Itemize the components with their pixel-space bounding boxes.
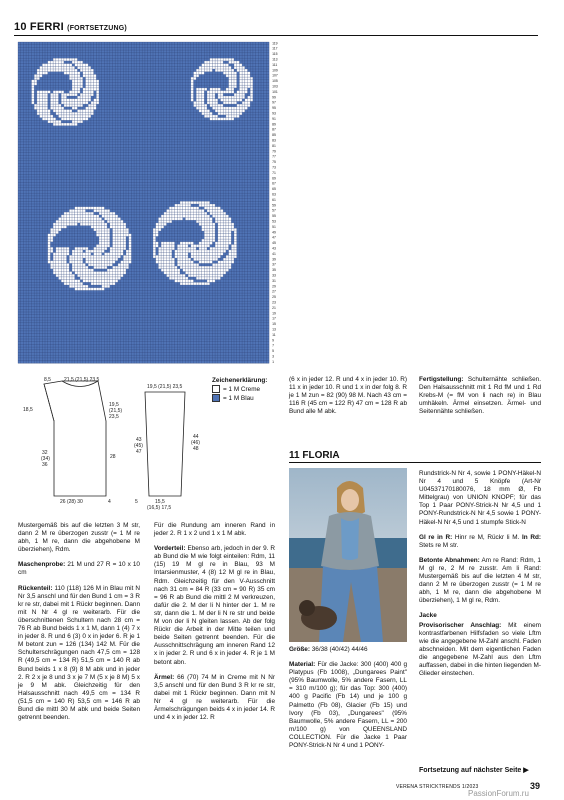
- row-label: 65: [272, 187, 276, 192]
- legend-item-blue: = 1 M Blau: [212, 394, 267, 403]
- row-label: 79: [272, 149, 276, 154]
- row-label: 115: [272, 52, 278, 57]
- row-label: 45: [272, 241, 276, 246]
- row-label: 23: [272, 300, 276, 305]
- floria-rule: [289, 462, 541, 463]
- paragraph: Für die Rundung am inneren Rand in jeder 2. R 1 x 2 und 1 x 1 M abk.: [154, 522, 275, 538]
- legend: [212, 376, 267, 403]
- creme-swatch-icon: [212, 385, 220, 393]
- dim-label: 32: [42, 450, 48, 456]
- row-label: 11: [272, 332, 276, 337]
- row-label: 71: [272, 170, 276, 175]
- row-label: 59: [272, 203, 276, 208]
- dim-label: (45): [134, 443, 143, 449]
- row-label: 107: [272, 73, 278, 78]
- row-label: 105: [272, 79, 278, 84]
- row-label: 77: [272, 154, 276, 159]
- row-label: 61: [272, 197, 276, 202]
- paragraph: Provisorischer Anschlag: Mit einem kontrastfarbenen Hilfsfaden so viele Lftm wie die angegebene M-Zahl anschl. Faden abschneiden. Mit dem eigentlichen Faden die angegebene M-Zahl aus den Lftm auffassen, dabei in die hinten liegenden M-Glieder einstechen.: [419, 621, 541, 678]
- paragraph: Rückenteil: 110 (118) 126 M in Blau mit N Nr 3,5 anschl und für den Bund 1 cm = 3 R kr re str, dabei mit 1 Rückr beginnen. Dann mit N Nr 4 gl re weiterarb. Für die überschnittenen Schultern nach 28 cm = 76 R ab Bund beids 1 x 1 M, dann 1 (4) 7 x in jeder 8. R und 6 (3) 0 x in jeder 6. R je 1 M betont zun = 126 (134) 142 M. Für die Schulterschrägungen nach 47,5 cm = 128 R (49,5 cm = 134 R) 51,5 cm = 140 R ab Bund beids 1 x 8 (9) 8 M abk und in jeder 2. R 2 x je 8 und 3 x je 7 M (5 x je 8 M) 5 x je 9 M abk. Gleichzeitig für den Halsausschnitt nach 49,5 cm = 134 R (51,5 cm = 140 R) 53,5 cm = 146 R ab Bund die mittl 30 M abk und beide Seiten getrennt beenden.: [18, 584, 140, 722]
- schematic-back: [20, 376, 123, 506]
- row-label: 15: [272, 322, 276, 327]
- paragraph: Mustergemäß bis auf die letzten 3 M str, dann 2 M re überzogen zusstr (= 1 M re abh, 1 M re, dann die abgehobene M überziehen), Rdm.: [18, 522, 140, 554]
- floria-title: 11 FLORIA: [289, 450, 340, 461]
- text-column-1: [18, 522, 140, 729]
- continue-note: Fortsetzung auf nächster Seite ▶: [419, 767, 529, 774]
- row-label: 99: [272, 95, 276, 100]
- dim-label: (16,5) 17,5: [147, 505, 172, 511]
- row-label: 25: [272, 295, 276, 300]
- row-label: 103: [272, 84, 278, 89]
- dim-label: 48: [193, 446, 199, 452]
- row-label: 117: [272, 46, 278, 51]
- row-label: 21: [272, 305, 276, 310]
- blue-swatch-icon: [212, 394, 220, 402]
- paragraph: (6 x in jeder 12. R und 4 x in jeder 10. R) 11 x in jeder 10. R und 1 x in der folg 8. R je 1 M zun = 82 (90) 98 M. Nach 43 cm = 116 R (45 cm = 122 R) 47 cm = 128 R ab Bund alle M abk.: [289, 376, 407, 416]
- row-label: 9: [272, 338, 274, 343]
- dim-label: 4: [108, 499, 111, 505]
- dim-label: 43: [136, 437, 142, 443]
- row-label: 97: [272, 100, 276, 105]
- text-column-6: [419, 470, 541, 685]
- row-label: 35: [272, 268, 276, 273]
- dim-label: 23,5: [109, 414, 119, 420]
- paragraph: Ärmel: 66 (70) 74 M in Creme mit N Nr 3,5 anschl und für den Bund 3 R kr re str, dabei mit 1 Rückr beginnen. Dann mit N Nr 4 gl re weiterarb. Für die Ärmelschrägungen beids 4 x in jeder 14. R und 4 x in jeder 12. R: [154, 673, 275, 722]
- row-label: 111: [272, 62, 278, 67]
- dim-label: 26 (28) 30: [60, 499, 83, 505]
- dim-label: 19,5: [109, 402, 119, 408]
- dim-label: 8,5: [44, 377, 51, 383]
- legend-title: Zeichenerklärung:: [212, 377, 268, 384]
- model-photo: [289, 468, 407, 642]
- dim-label: 47: [136, 449, 142, 455]
- row-label: 119: [272, 41, 278, 46]
- dim-label: 21,5 (21,5) 23,5: [64, 377, 100, 383]
- row-label: 27: [272, 289, 276, 294]
- row-label: 43: [272, 246, 276, 251]
- legend-item-creme: = 1 M Creme: [212, 385, 267, 394]
- row-label: 75: [272, 160, 276, 165]
- paragraph: Betonte Abnahmen: Am re Rand: Rdm, 1 M gl re, 2 M re zusstr. Am li Rand: Mustergemäß bis auf die letzten 4 M str, dann 2 M re überzogen zusstr (= 1 M re abh, 1 M re, dann die abgehobene M überziehen), 1 M gl re, Rdm.: [419, 556, 541, 605]
- paragraph: Gl re in R: Hinr re M, Rückr li M. In Rd: Stets re M str.: [419, 533, 541, 549]
- row-label: 85: [272, 133, 276, 138]
- row-label: 49: [272, 230, 276, 235]
- row-label: 31: [272, 278, 276, 283]
- text-column-5: [289, 646, 407, 757]
- dim-label: (34): [41, 456, 50, 462]
- row-label: 101: [272, 89, 278, 94]
- row-label: 51: [272, 224, 276, 229]
- paragraph: Größe: 36/38 (40/42) 44/46: [289, 646, 368, 653]
- row-label: 5: [272, 349, 274, 354]
- row-label: 83: [272, 138, 276, 143]
- schematic-sleeve: [133, 376, 213, 512]
- magazine-name: VERENA STRICKTRENDS 1/2023: [396, 784, 479, 790]
- row-label: 37: [272, 262, 276, 267]
- paragraph: Material: Für die Jacke: 300 (400) 400 g Platypus (Fb 1008), „Dungarees Paint" (95% Baumwolle, 5% andere Fasern, LL = 310 m/100 g); für das Top: 300 (400) 400 g Pacific (Fb 14) und je 100 g Palmetto (Fb 08), Glacier (Fb 15) und Ivory (Fb 03), „Dungarees" (95% Baumwolle, 5% andere Fasern, LL = 200 m/100 g) von QUEENSLAND COLLECTION. Für die Jacke 1 Paar PONY-Strick-N Nr 4 und 1 PONY-: [289, 661, 407, 750]
- paragraph: Fertigstellung: Schulternähte schließen. Den Halsausschnitt mit 1 Rd fM und 1 Rd Krebs-M (= fM von li nach re) in Blau umhäkeln. Ärmel einsetzen. Ärmel- und Seitennähte schließen.: [419, 376, 541, 416]
- row-label: 39: [272, 257, 276, 262]
- text-column-4: [419, 376, 541, 423]
- row-label: 95: [272, 106, 276, 111]
- dim-label: (46): [191, 440, 200, 446]
- dim-label: 5: [135, 499, 138, 505]
- dim-label: 18,5: [23, 407, 33, 413]
- row-label: 87: [272, 127, 276, 132]
- row-label: 7: [272, 343, 274, 348]
- row-label: 19: [272, 311, 276, 316]
- row-label: 3: [272, 354, 274, 359]
- row-label: 33: [272, 273, 276, 278]
- dim-label: 15,5: [155, 499, 165, 505]
- paragraph: Maschenprobe: 21 M und 27 R = 10 x 10 cm: [18, 561, 140, 577]
- text-column-2: [154, 522, 275, 729]
- row-label: 91: [272, 116, 276, 121]
- paragraph: Rundstrick-N Nr 4, sowie 1 PONY-Häkel-N Nr 4 und 5 Knöpfe (Art-Nr U04537170180076, 18 mm Ø, Fb Mittelgrau) von UNION KNOPF; für das Top 1 Paar PONY-Strick-N Nr 4,5 und 1 PONY-Rundstrick-N Nr 4,5 sowie 1 PONY-Häkel-N Nr 4,5 und 1 stumpfe Stick-N: [419, 470, 541, 526]
- row-label: 63: [272, 192, 276, 197]
- header-rule: [14, 35, 538, 36]
- subheading: Jacke: [419, 612, 437, 620]
- intarsia-chart: [18, 42, 533, 370]
- row-label: 53: [272, 219, 276, 224]
- text-column-3: [289, 376, 407, 423]
- row-labels: [272, 41, 278, 364]
- page-number: 39: [530, 781, 541, 791]
- dim-label: 36: [42, 462, 48, 468]
- row-label: 29: [272, 284, 276, 289]
- row-label: 1: [272, 359, 274, 364]
- watermark: PassionForum.ru: [468, 789, 529, 798]
- dim-label: (21,5): [109, 408, 123, 414]
- row-label: 67: [272, 181, 276, 186]
- dim-label: 44: [193, 434, 199, 440]
- row-label: 93: [272, 111, 276, 116]
- row-label: 57: [272, 208, 276, 213]
- dim-label: 28: [110, 454, 116, 460]
- row-label: 113: [272, 57, 278, 62]
- row-label: 55: [272, 214, 276, 219]
- row-label: 73: [272, 165, 276, 170]
- row-label: 109: [272, 68, 278, 73]
- dim-label: 19,5 (21,5) 23,5: [147, 384, 183, 390]
- chart-cells: [18, 42, 269, 363]
- paragraph: Vorderteil: Ebenso arb, jedoch in der 9. R ab Bund die M wie folgt einteilen: Rdm, 11 (15) 19 M gl re in Blau, 93 M Intarsienmuster, 4 (8) 12 M gl re in Blau, Rdm. Gleichzeitig für den V-Ausschnitt nach 31 cm = 84 R (33 cm = 90 R) 35 cm = 96 R ab Bund die mittl 2 M verkreuzen, dafür die 2. M der li N hinter der 1. M re str, dann die 1. M der li N re str und beide M von der li N gleiten lassen. Ab der folg Rückr die Arbeit in der Mitte teilen und beide Seiten getrennt beenden. Für die Ausschnittschrägung am inneren Rand 12 x in jeder 2. R und 6 x in jeder 4. R je 1 M betont abn.: [154, 545, 275, 666]
- section-header: 10 FERRI (FORTSETZUNG): [14, 21, 127, 33]
- row-label: 81: [272, 143, 276, 148]
- row-label: 69: [272, 176, 276, 181]
- row-label: 17: [272, 316, 276, 321]
- row-label: 47: [272, 235, 276, 240]
- row-label: 41: [272, 251, 276, 256]
- row-label: 89: [272, 122, 276, 127]
- row-label: 13: [272, 327, 276, 332]
